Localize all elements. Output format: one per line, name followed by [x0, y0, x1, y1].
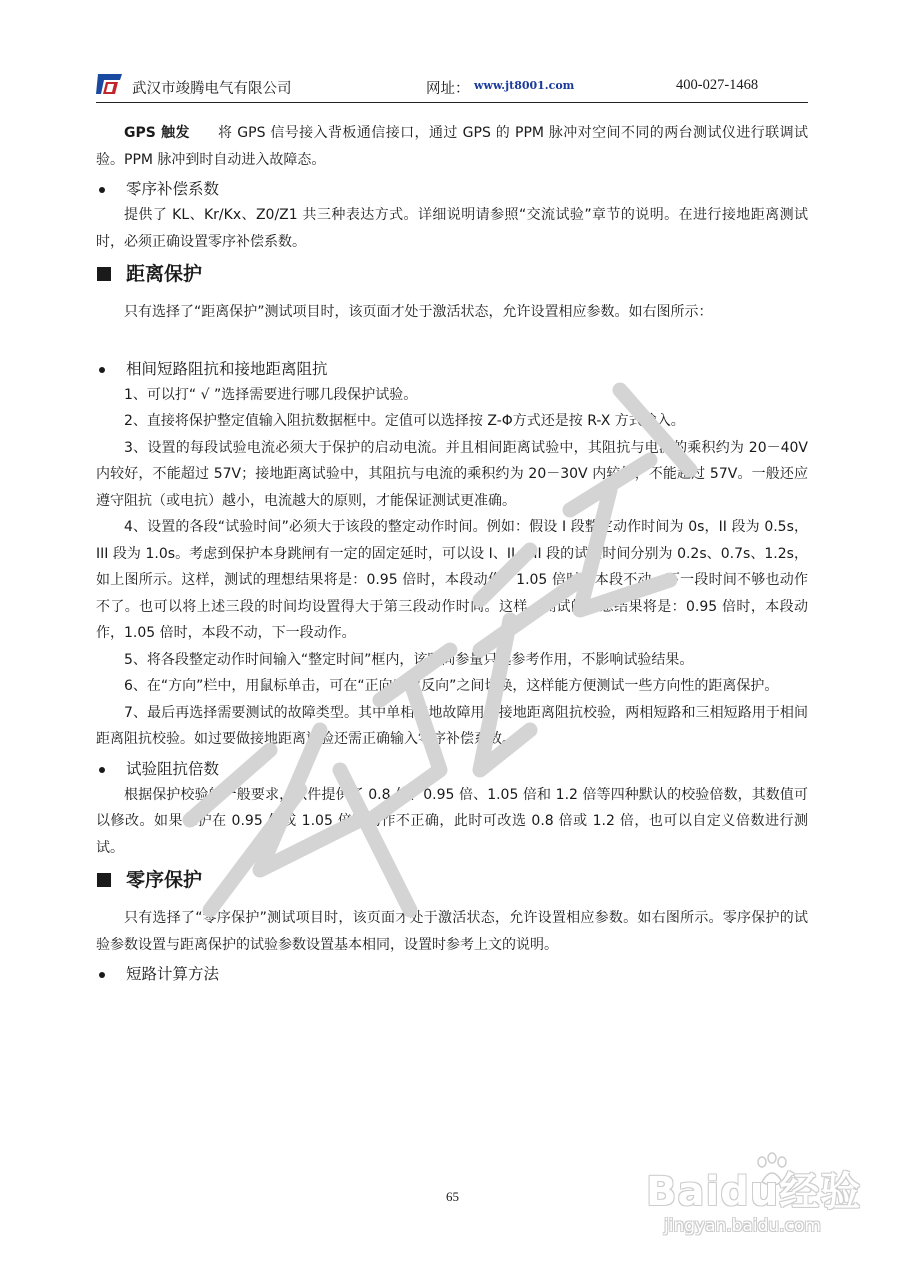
bullet-impedance-multiple: 试验阻抗倍数	[96, 756, 808, 782]
list-item-1: 1、可以打“ √ ”选择需要进行哪几段保护试验。	[124, 386, 418, 403]
bullet-impedance: 相间短路阻抗和接地距离阻抗	[96, 356, 808, 382]
page-number: 65	[446, 1189, 459, 1204]
list-item-6: 6、在“方向”栏中，用鼠标单击，可在“正向”与“反向”之间切换，这样能方便测试一些方向性的距离保护。	[124, 678, 779, 694]
company-logo-icon	[96, 72, 124, 96]
gps-text: 将 GPS 信号接入背板通信接口，通过 GPS 的 PPM 脉冲对空间不同的两台测试仪进行联调试验。PPM 脉冲到时自动进入故障态。	[96, 125, 808, 168]
list-item-2: 2、直接将保护整定值输入阻抗数据框中。定值可以选择按 Z-Φ方式还是按 R-X 方式输入。	[124, 413, 685, 429]
page-content	[96, 120, 808, 987]
list-item-4: 4、设置的各段“试验时间”必须大于该段的整定动作时间。例如：假设 I 段整定动作时间为 0s，II 段为 0.5s，III 段为 1.0s。考虑到保护本身跳闸有一定的固定延时，可以设 I、II、III 段的试验时间分别为 0.2s、0.7s、1.2s，如上图所示。这样，测试的理想结果将是：0.95 倍时，本段动作，1.05 倍时，本段不动，下一段时间不够也动作不了。也可以将上述三段的时间均设置得大于第三段动作时间。这样，测试的理想结果将是：0.95 倍时，本段动作，1.05 倍时，本段不动，下一段动作。	[96, 519, 808, 641]
company-name: 武汉市竣腾电气有限公司	[132, 81, 292, 97]
page-header	[96, 70, 808, 103]
bullet-short-circuit-calc: 短路计算方法	[96, 961, 808, 987]
phone-number: 400-027-1468	[676, 77, 759, 93]
bullet-zero-compensation: 零序补偿系数	[96, 176, 808, 202]
list-item-7: 7、最后再选择需要测试的故障类型。其中单相接地故障用于接地距离阻抗校验，两相短路和三相短路用于相间距离阻抗校验。如过要做接地距离试验还需正确输入零序补偿系数。	[96, 704, 808, 747]
baidu-watermark	[646, 1146, 866, 1256]
list-item-5: 5、将各段整定动作时间输入“整定时间”框内，该时间参量只起参考作用，不影响试验结果。	[124, 651, 694, 668]
zero-sequence-intro-text: 只有选择了“零序保护”测试项目时，该页面才处于激活状态，允许设置相应参数。如右图所示。零序保护的试验参数设置与距离保护的试验参数设置基本相同，设置时参考上文的说明。	[96, 910, 808, 953]
section-zero-sequence-protection: 零序保护	[96, 865, 808, 895]
section-distance-protection: 距离保护	[96, 259, 808, 289]
gps-paragraph	[96, 120, 808, 173]
website-link[interactable]: www.jt8001.com	[474, 79, 575, 92]
gps-term: GPS 触发	[124, 125, 190, 141]
list-item-3: 3、设置的每段试验电流必须大于保护的启动电流。并且相间距离试验中，其阻抗与电流的乘积约为 20－40V 内较好，不能超过 57V；接地距离试验中，其阻抗与电流的乘积约为 20－30V 内较好，不能超过 57V。一般还应遵守阻抗（或电抗）越小，电流越大的原则，才能保证测试更准确。	[96, 439, 808, 509]
impedance-multiple-text: 根据保护校验的一般要求，软件提供了 0.8 倍、0.95 倍、1.05 倍和 1.2 倍等四种默认的校验倍数，其数值可以修改。如果保护在 0.95 倍或 1.05 倍下动作不正确，此时可改选 0.8 倍或 1.2 倍，也可以自定义倍数进行测试。	[96, 786, 808, 856]
zero-compensation-text: 提供了 KL、Kr/Kx、Z0/Z1 共三种表达方式。详细说明请参照“交流试验”章节的说明。在进行接地距离测试时，必须正确设置零序补偿系数。	[96, 207, 808, 250]
baidu-logo: Baidu经验	[646, 1169, 862, 1215]
baidu-url: jingyan.baidu.com	[664, 1216, 821, 1236]
website-label: 网址：	[426, 81, 470, 97]
distance-intro-text: 只有选择了“距离保护”测试项目时，该页面才处于激活状态，允许设置相应参数。如右图所示：	[124, 304, 713, 320]
